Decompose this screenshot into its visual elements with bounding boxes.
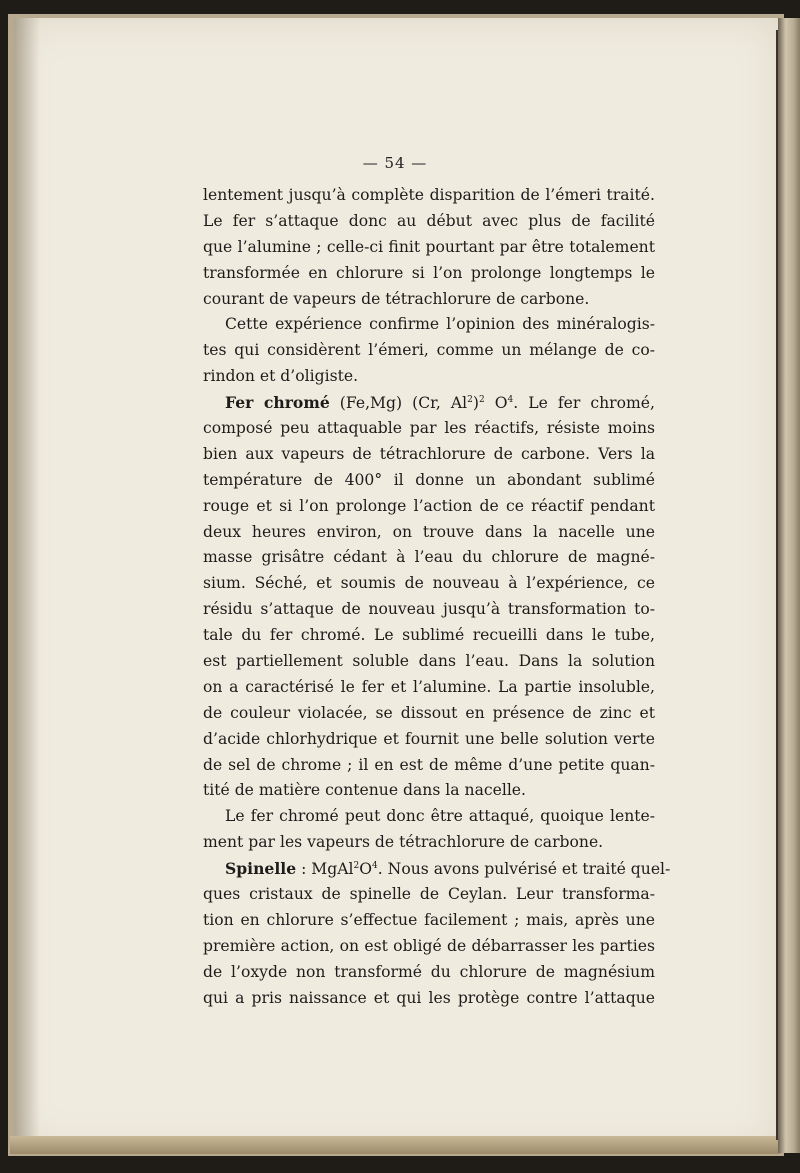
binding-edge — [778, 18, 800, 1153]
body-text — [203, 183, 671, 1012]
formula-text: : MgAl — [296, 860, 354, 879]
text-line: première action, on est obligé de débarrasser les parties — [203, 936, 655, 955]
formula-text: O — [484, 394, 508, 413]
text-line: composé peu attaquable par les réactifs, résiste moins — [203, 419, 655, 438]
text-line: transformée en chlorure si l’on prolonge longtemps le — [203, 263, 655, 282]
text-line: Cette expérience confirme l’opinion des minéralogis- — [225, 315, 655, 334]
section-heading-spinelle: Spinelle — [225, 859, 297, 879]
fer-chrome-heading-line — [203, 390, 655, 416]
text-line: courant de vapeurs de tétrachlorure de carbone. — [203, 289, 590, 308]
formula-superscript: 4 — [507, 395, 514, 406]
text-line: d’acide chlorhydrique et fournit une belle solution verte — [203, 729, 655, 748]
formula-text: . Le fer chromé, — [513, 394, 655, 413]
formula-text: (Fe,Mg) (Cr, Al — [329, 394, 468, 413]
bottom-page-edges — [10, 1136, 780, 1154]
text-line: température de 400° il donne un abondant sublimé — [203, 470, 655, 489]
gutter-shadow — [14, 18, 40, 1150]
section-heading-fer-chrome: Fer chromé — [225, 393, 330, 413]
text-line: est partiellement soluble dans l’eau. Dans la solution — [203, 652, 655, 671]
formula-superscript: 2 — [467, 395, 473, 406]
text-line: on a caractérisé le fer et l’alumine. La partie insoluble, — [203, 677, 655, 696]
text-line: que l’alumine ; celle-ci finit pourtant par être totalement — [203, 237, 655, 256]
formula-text: ) — [472, 394, 479, 413]
text-line: ques cristaux de spinelle de Ceylan. Leur transforma- — [203, 885, 655, 904]
text-line: ment par les vapeurs de tétrachlorure de carbone. — [203, 833, 604, 852]
formula-text: O — [359, 860, 373, 879]
text-line: Le fer s’attaque donc au début avec plus de facilité — [203, 211, 655, 230]
text-line: tale du fer chromé. Le sublimé recueilli dans le tube, — [203, 626, 655, 645]
formula-text: . Nous avons pulvérisé et traité quel- — [377, 860, 671, 879]
formula-superscript: 2 — [353, 861, 360, 872]
text-line: rouge et si l’on prolonge l’action de ce réactif pendant — [203, 496, 655, 515]
text-line: deux heures environ, on trouve dans la nacelle une — [203, 522, 655, 541]
text-line: bien aux vapeurs de tétrachlorure de carbone. Vers la — [203, 444, 655, 463]
text-line: tion en chlorure s’effectue facilement ; mais, après une — [203, 910, 655, 929]
text-line: de sel de chrome ; il en est de même d’une petite quan- — [203, 755, 655, 774]
text-line: résidu s’attaque de nouveau jusqu’à transformation to- — [203, 600, 655, 619]
formula-superscript: 2 — [478, 395, 485, 406]
text-line: de l’oxyde non transformé du chlorure de magnésium — [203, 962, 655, 981]
text-line: masse grisâtre cédant à l’eau du chlorure de magné- — [203, 548, 655, 567]
text-line: qui a pris naissance et qui les protège contre l’attaque — [203, 988, 655, 1007]
page-number: — 54 — — [362, 154, 428, 172]
text-line: sium. Séché, et soumis de nouveau à l’expérience, ce — [203, 574, 655, 593]
text-line: tité de matière contenue dans la nacelle. — [203, 781, 526, 800]
text-line: rindon et d’oligiste. — [203, 367, 359, 386]
text-line: lentement jusqu’à complète disparition de l’émeri traité. — [203, 186, 655, 204]
formula-superscript: 4 — [372, 861, 378, 872]
text-line: tes qui considèrent l’émeri, comme un mélange de co- — [203, 341, 655, 360]
spinelle-heading-line — [203, 856, 671, 882]
text-line: de couleur violacée, se dissout en présence de zinc et — [203, 703, 655, 722]
text-line: Le fer chromé peut donc être attaqué, quoique lente- — [225, 807, 655, 826]
